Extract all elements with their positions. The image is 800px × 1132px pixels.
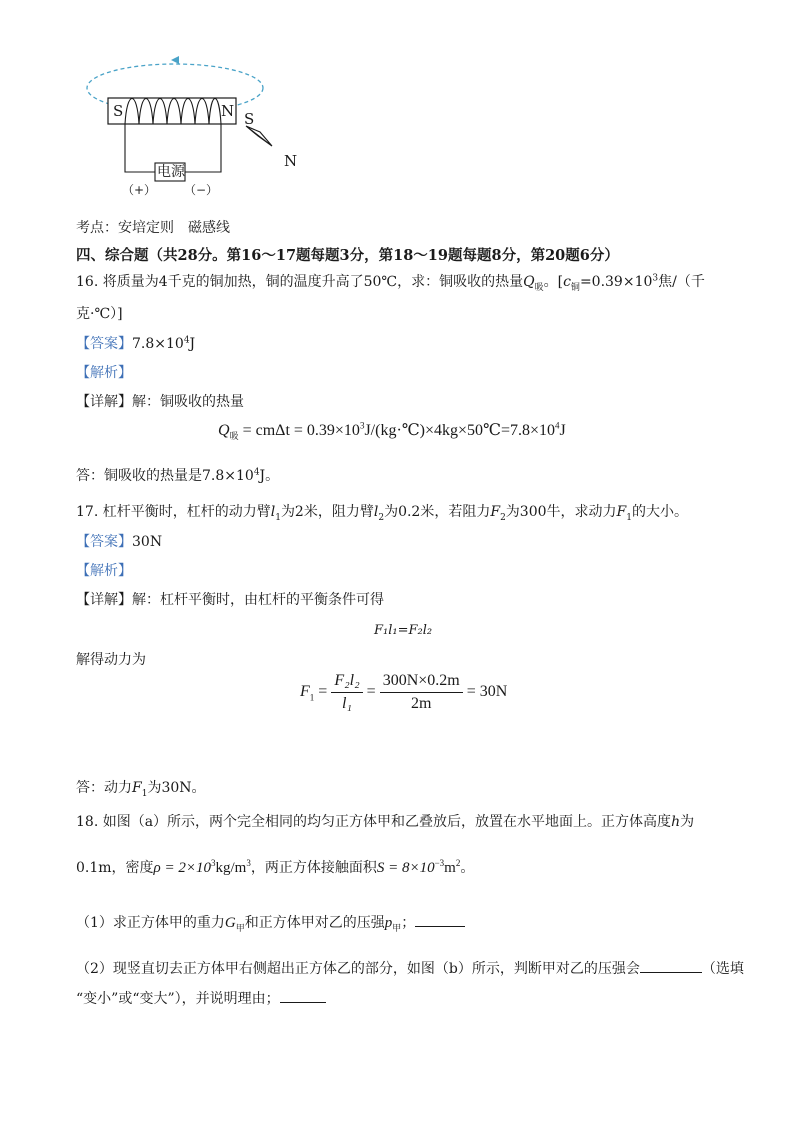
q17-answer-value: 30N <box>132 534 163 550</box>
q16-conclusion-b: J。 <box>259 468 280 484</box>
q17-text-b: 为2米，阻力臂 <box>280 504 374 520</box>
q17-l2-sub: 2 <box>378 512 385 523</box>
pole-label-left: S <box>113 102 124 120</box>
q18-text-a: 18. 如图（a）所示，两个完全相同的均匀正方体甲和乙叠放后，放置在水平地面上。正方体高度 <box>76 814 672 830</box>
q16-exp: 3 <box>652 273 659 284</box>
q17-frac2-den: 2m <box>410 695 432 712</box>
q18-s-unit-exp: 2 <box>455 858 461 868</box>
q17-f2-sub: 2 <box>500 512 506 523</box>
q18-s-unit: m <box>444 860 456 876</box>
q18-rho-expression <box>154 860 251 876</box>
q17-conclusion-f: F <box>132 780 142 796</box>
q18-g-symbol: G <box>224 915 236 931</box>
q17-formula-f1: F <box>300 683 310 701</box>
q16-line1 <box>76 272 705 292</box>
q18-g-sub: 甲 <box>235 923 245 934</box>
power-source-label: 电源 <box>157 164 185 180</box>
q17-text-a: 17. 杠杆平衡时，杠杆的动力臂 <box>76 504 271 520</box>
solenoid-diagram <box>75 40 315 200</box>
q18-s: S = 8×10 <box>376 860 435 876</box>
q16-formula-part2: J/(kg·℃)×4kg×50℃=7.8×10 <box>364 422 555 439</box>
q16-c-sub: 铜 <box>570 282 580 293</box>
q16-answer-tag: 【答案】 <box>76 336 132 352</box>
q17-solve-text: 解得动力为 <box>76 652 146 668</box>
q17-formula <box>300 672 507 713</box>
compass-label-s: S <box>244 110 255 128</box>
compass-needle-icon <box>246 126 272 146</box>
q18-sub1-text-c: ； <box>401 915 416 931</box>
q18-sub2-line2 <box>76 988 326 1009</box>
q17-formula-f1-sub: 1 <box>309 692 315 703</box>
q16-text-c: =0.39×10 <box>579 274 653 290</box>
q17-frac2-num: 300N×0.2m <box>380 672 463 693</box>
q17-line1 <box>76 502 688 522</box>
q17-answer-tag: 【答案】 <box>76 534 132 550</box>
q16-conclusion-exp: 4 <box>253 467 260 478</box>
q18-p-sub: 甲 <box>392 923 402 934</box>
plus-terminal-label: （+） <box>122 183 157 197</box>
compass-label-n: N <box>284 152 298 170</box>
q16-formula-exp1: 3 <box>359 420 365 431</box>
q18-text-b: 为 <box>680 814 695 830</box>
q18-rho-exp: 3 <box>211 858 216 868</box>
q17-formula-result: = 30N <box>466 683 508 701</box>
q18-h-symbol: h <box>671 814 681 830</box>
section-title: 四、综合题（共28分。第16～17题每题3分，第18～19题每题8分，第20题6分） <box>76 247 619 264</box>
q16-conclusion <box>76 466 279 486</box>
q16-formula <box>218 420 566 440</box>
q17-l1-sub: 1 <box>275 512 281 523</box>
q17-frac1-den: l₁ <box>341 695 352 712</box>
q16-answer-exp: 4 <box>183 335 190 346</box>
q16-answer <box>76 334 195 354</box>
q16-detail <box>76 392 244 412</box>
q17-fraction-1 <box>331 672 362 713</box>
q17-conclusion-a: 答：动力 <box>76 780 132 796</box>
kaodian-line: 考点：安培定则 磁感线 <box>76 220 230 236</box>
q16-text-a: 16. 将质量为4千克的铜加热，铜的温度升高了50℃，求：铜吸收的热量 <box>76 274 524 290</box>
q18-rho: ρ = 2×10 <box>153 860 211 876</box>
q16-answer-unit: J <box>189 336 196 352</box>
q16-detail-text: 解：铜吸收的热量 <box>132 394 244 410</box>
q18-sub1-text-b: 和正方体甲对乙的压强 <box>244 915 385 931</box>
q18-rho-unit: kg/m <box>215 860 247 876</box>
q18-text-e: 。 <box>460 860 475 876</box>
q16-q-symbol: Q <box>523 274 535 290</box>
q17-text-e: 的大小。 <box>631 504 688 520</box>
q17-formula-eq2: = <box>366 683 380 701</box>
q16-line2: 克·℃）] <box>76 306 123 322</box>
q17-l1: l <box>270 504 276 520</box>
q16-formula-q: Q <box>218 422 230 439</box>
q18-sub1-text-a: （1）求正方体甲的重力 <box>76 915 225 931</box>
q16-conclusion-a: 答：铜吸收的热量是7.8×10 <box>76 468 254 484</box>
q16-formula-q-sub: 吸 <box>229 431 239 442</box>
q17-text-c: 为0.2米，若阻力 <box>384 504 491 520</box>
q17-l2: l <box>373 504 379 520</box>
q18-text-c: 0.1m，密度 <box>76 860 154 876</box>
q18-sub2-text-b: （选填 <box>701 961 744 977</box>
q18-rho-unit-exp: 3 <box>246 858 251 868</box>
q17-balance-equation: F₁l₁=F₂l₂ <box>374 623 433 638</box>
q18-line2 <box>76 858 474 878</box>
q17-analysis-tag: 【解析】 <box>76 563 132 579</box>
q16-text-d: 焦/（千 <box>658 274 705 290</box>
solenoid-core <box>108 98 236 124</box>
q16-answer-base: 7.8×10 <box>132 336 184 352</box>
q16-formula-part1: = cmΔt = 0.39×10 <box>238 422 360 439</box>
q16-detail-tag: 【详解】 <box>76 394 132 410</box>
q17-conclusion-sub: 1 <box>141 788 148 799</box>
field-direction-arrow-icon <box>171 56 179 64</box>
q16-formula-end: J <box>559 422 566 439</box>
q16-c-symbol: c <box>563 274 571 290</box>
q17-detail-tag: 【详解】 <box>76 592 132 608</box>
q18-sub2-text-a: （2）现竖直切去正方体甲右侧超出正方体乙的部分，如图（b）所示，判断甲对乙的压强会 <box>76 961 640 977</box>
q17-fraction-2 <box>380 672 463 713</box>
q17-f1: F <box>616 504 627 520</box>
q17-conclusion <box>76 778 206 798</box>
q17-text-d: 为300牛，求动力 <box>505 504 617 520</box>
q17-detail-text: 解：杠杆平衡时，由杠杆的平衡条件可得 <box>132 592 384 608</box>
q17-formula-eq1: = <box>314 683 332 701</box>
q18-sub2 <box>76 958 744 979</box>
q18-sub2-text-c: “变小”或“变大”），并说明理由； <box>76 991 280 1007</box>
q17-conclusion-b: 为30N。 <box>147 780 206 796</box>
q16-text-b: 。[ <box>543 274 564 290</box>
q17-f2: F <box>490 504 501 520</box>
minus-terminal-label: （−） <box>184 183 219 197</box>
q18-answer-blank-3[interactable] <box>280 988 326 1003</box>
q18-text-d: ，两正方体接触面积 <box>250 860 377 876</box>
q18-s-expression <box>377 860 461 876</box>
pole-label-right: N <box>221 102 235 120</box>
q17-answer <box>76 532 162 552</box>
q17-detail <box>76 590 384 610</box>
q16-formula-exp2: 4 <box>554 420 560 431</box>
q18-line1 <box>76 812 694 832</box>
q18-sub1 <box>76 912 465 933</box>
q16-analysis-tag: 【解析】 <box>76 365 132 381</box>
q17-frac1-num: F₂l₂ <box>331 672 362 693</box>
q18-p-symbol: p <box>384 915 393 931</box>
q16-q-sub: 吸 <box>534 282 544 293</box>
q18-s-exp: −3 <box>434 858 445 868</box>
q18-answer-blank-2[interactable] <box>640 958 702 973</box>
q18-answer-blank-1[interactable] <box>415 912 465 927</box>
q17-f1-sub: 1 <box>626 512 632 523</box>
